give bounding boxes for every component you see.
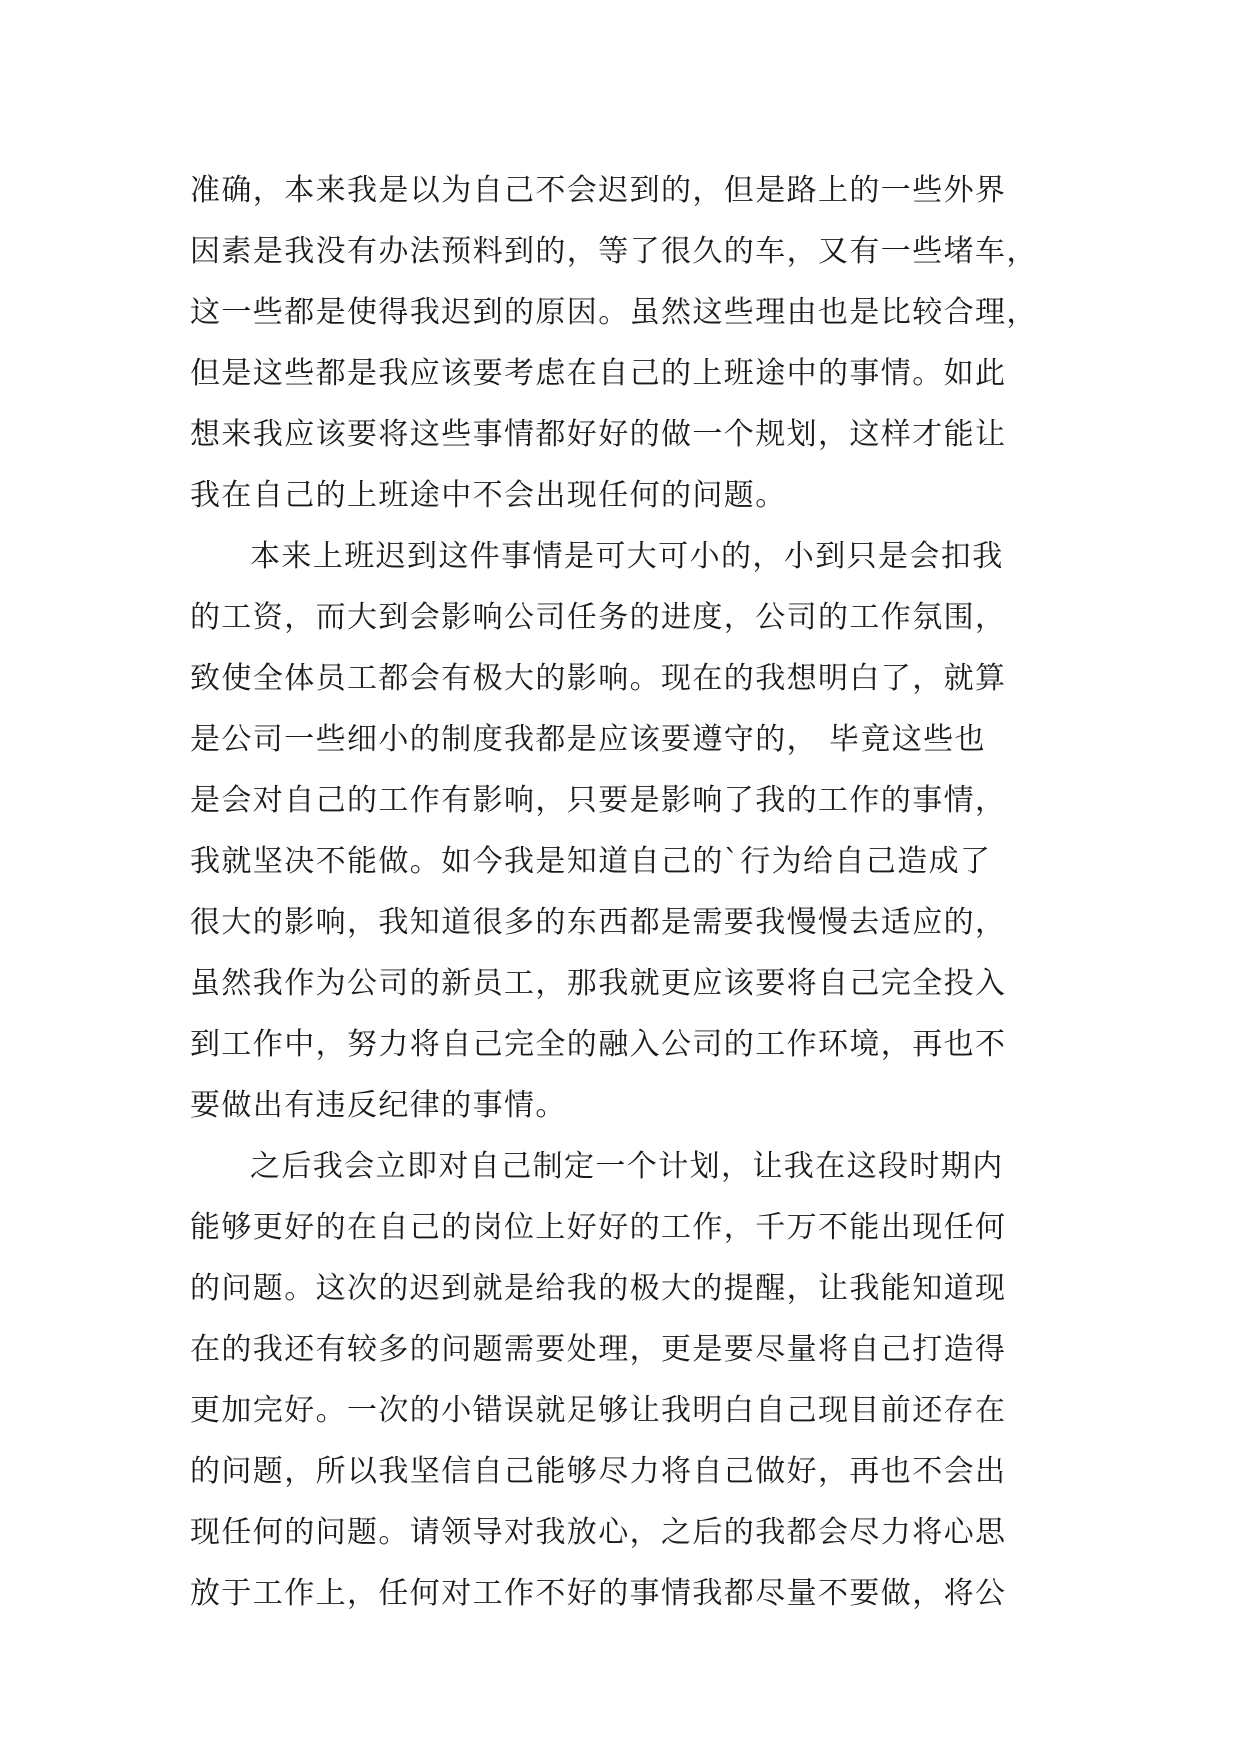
text-line: 虽然我作为公司的新员工，那我就更应该要将自己完全投入 [190, 966, 1007, 1001]
text-line: 的问题。这次的迟到就是给我的极大的提醒，让我能知道现 [190, 1271, 1007, 1306]
text-line: 我在自己的上班途中不会出现任何的问题。 [190, 478, 787, 513]
text-line: 是会对自己的工作有影响，只要是影响了我的工作的事情， [190, 783, 1007, 818]
body-text [190, 160, 1090, 1624]
text-line: 在的我还有较多的问题需要处理，更是要尽量将自己打造得 [190, 1332, 1007, 1367]
text-line: 但是这些都是我应该要考虑在自己的上班途中的事情。如此 [190, 356, 1007, 391]
paragraph-start-line: 之后我会立即对自己制定一个计划，让我在这段时期内 [250, 1149, 1004, 1184]
text-line: 到工作中，努力将自己完全的融入公司的工作环境，再也不 [190, 1027, 1007, 1062]
text-line: 我就坚决不能做。如今我是知道自己的`行为给自己造成了 [190, 844, 992, 879]
text-line: 因素是我没有办法预料到的，等了很久的车，又有一些堵车， [190, 234, 1038, 269]
text-line: 要做出有违反纪律的事情。 [190, 1088, 567, 1123]
text-line: 更加完好。一次的小错误就足够让我明白自己现目前还存在 [190, 1393, 1007, 1428]
text-line: 现任何的问题。请领导对我放心，之后的我都会尽力将心思 [190, 1515, 1007, 1550]
paragraph-start-line: 本来上班迟到这件事情是可大可小的，小到只是会扣我 [250, 539, 1004, 574]
text-line: 放于工作上，任何对工作不好的事情我都尽量不要做，将公 [190, 1576, 1007, 1611]
text-line: 的工资，而大到会影响公司任务的进度，公司的工作氛围， [190, 600, 1007, 635]
text-line: 是公司一些细小的制度我都是应该要遵守的， 毕竟这些也 [190, 722, 986, 757]
text-line: 这一些都是使得我迟到的原因。虽然这些理由也是比较合理， [190, 295, 1038, 330]
text-line: 准确，本来我是以为自己不会迟到的，但是路上的一些外界 [190, 173, 1007, 208]
text-line: 的问题，所以我坚信自己能够尽力将自己做好，再也不会出 [190, 1454, 1007, 1489]
text-line: 想来我应该要将这些事情都好好的做一个规划，这样才能让 [190, 417, 1007, 452]
text-line: 能够更好的在自己的岗位上好好的工作，千万不能出现任何 [190, 1210, 1007, 1245]
text-line: 致使全体员工都会有极大的影响。现在的我想明白了，就算 [190, 661, 1007, 696]
text-line: 很大的影响，我知道很多的东西都是需要我慢慢去适应的， [190, 905, 1007, 940]
